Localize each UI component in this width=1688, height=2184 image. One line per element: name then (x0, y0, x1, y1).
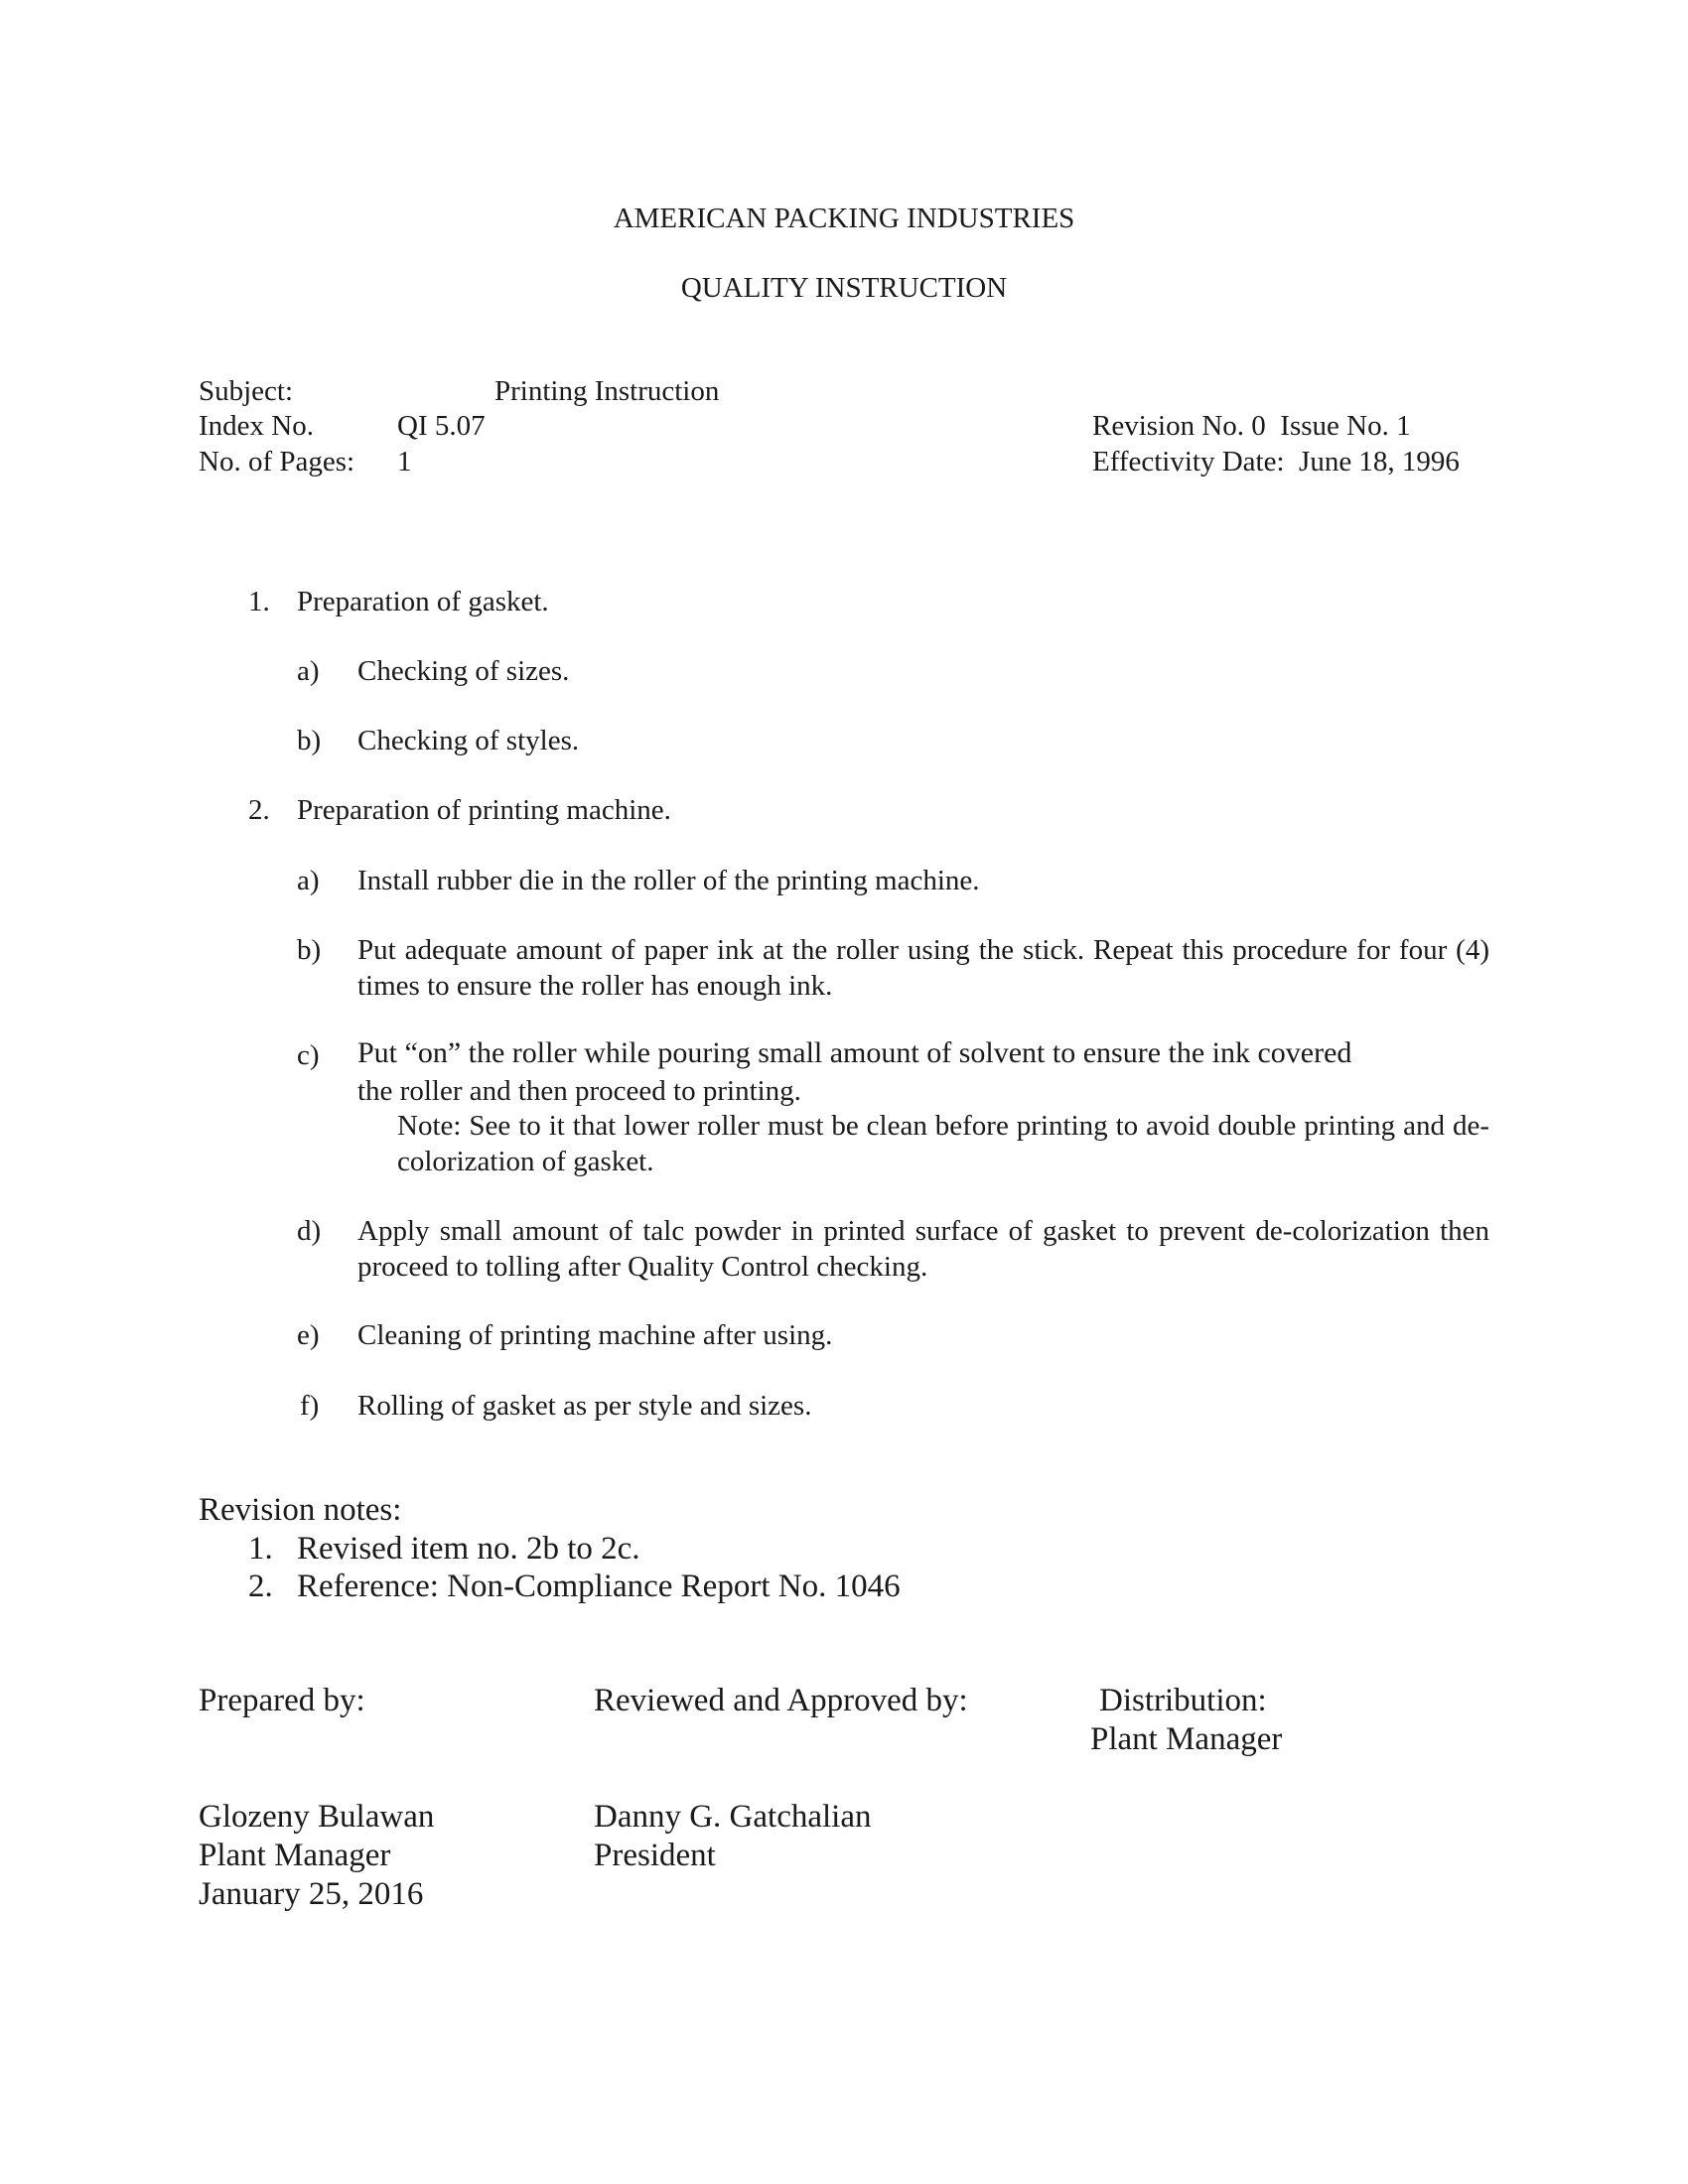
preparer-date: January 25, 2016 (199, 1876, 424, 1912)
item-text-line2: the roller and then proceed to printing. (357, 1075, 801, 1107)
preparer-name: Glozeny Bulawan (199, 1799, 435, 1835)
item-letter: d) (297, 1215, 322, 1247)
subject-value: Printing Instruction (494, 375, 720, 407)
subject-label: Subject: (199, 375, 294, 407)
item-text: Apply small amount of talc powder in printed surface of gasket to prevent de-colorization then proceed to tolling after Quality Control checking. (357, 1215, 1489, 1283)
revision-notes-heading: Revision notes: (199, 1492, 402, 1528)
item-letter: e) (297, 1319, 320, 1351)
item-letter: f) (300, 1390, 320, 1422)
distribution-value: Plant Manager (1090, 1721, 1283, 1757)
pages-label: No. of Pages: (199, 446, 355, 478)
item-note: Note: See to it that lower roller must be clean before printing to avoid double printing and de-colorization of gasket. (397, 1110, 1489, 1177)
index-value: QI 5.07 (397, 410, 486, 442)
item-letter: c) (297, 1039, 320, 1071)
revision-note-text: Reference: Non-Compliance Report No. 1046 (297, 1569, 901, 1604)
company-name: AMERICAN PACKING INDUSTRIES (613, 203, 1075, 234)
approver-title: President (594, 1838, 716, 1873)
item-text: Rolling of gasket as per style and sizes. (357, 1390, 812, 1422)
reviewed-approved-label: Reviewed and Approved by: (594, 1683, 968, 1718)
item-text: Checking of sizes. (357, 655, 570, 687)
item-text: Put adequate amount of paper ink at the roller using the stick. Repeat this procedure for four (4) times to ensure the roller has enough ink. (357, 934, 1489, 1002)
preparer-title: Plant Manager (199, 1838, 391, 1873)
section-title: Preparation of gasket. (297, 586, 549, 617)
approver-name: Danny G. Gatchalian (594, 1799, 872, 1835)
item-text: Checking of styles. (357, 725, 580, 756)
index-label: Index No. (199, 410, 314, 442)
item-text: Cleaning of printing machine after using. (357, 1319, 833, 1351)
revision-issue: Revision No. 0 Issue No. 1 (1092, 410, 1411, 442)
item-letter: b) (297, 934, 322, 966)
revision-note-number: 1. (248, 1531, 273, 1567)
item-letter: b) (297, 725, 322, 756)
revision-note-text: Revised item no. 2b to 2c. (297, 1531, 640, 1567)
section-number: 2. (248, 794, 270, 826)
section-number: 1. (248, 586, 270, 617)
pages-value: 1 (397, 446, 412, 478)
item-text-line1: Put “on” the roller while pouring small amount of solvent to ensure the ink covered (357, 1036, 1352, 1069)
section-title: Preparation of printing machine. (297, 794, 671, 826)
distribution-label: Distribution: (1099, 1683, 1267, 1718)
revision-note-number: 2. (248, 1569, 273, 1604)
item-text: Install rubber die in the roller of the printing machine. (357, 865, 980, 896)
item-letter: a) (297, 655, 320, 687)
prepared-by-label: Prepared by: (199, 1683, 365, 1718)
document-type: QUALITY INSTRUCTION (680, 272, 1008, 304)
item-letter: a) (297, 865, 320, 896)
effectivity-date: Effectivity Date: June 18, 1996 (1092, 446, 1460, 478)
